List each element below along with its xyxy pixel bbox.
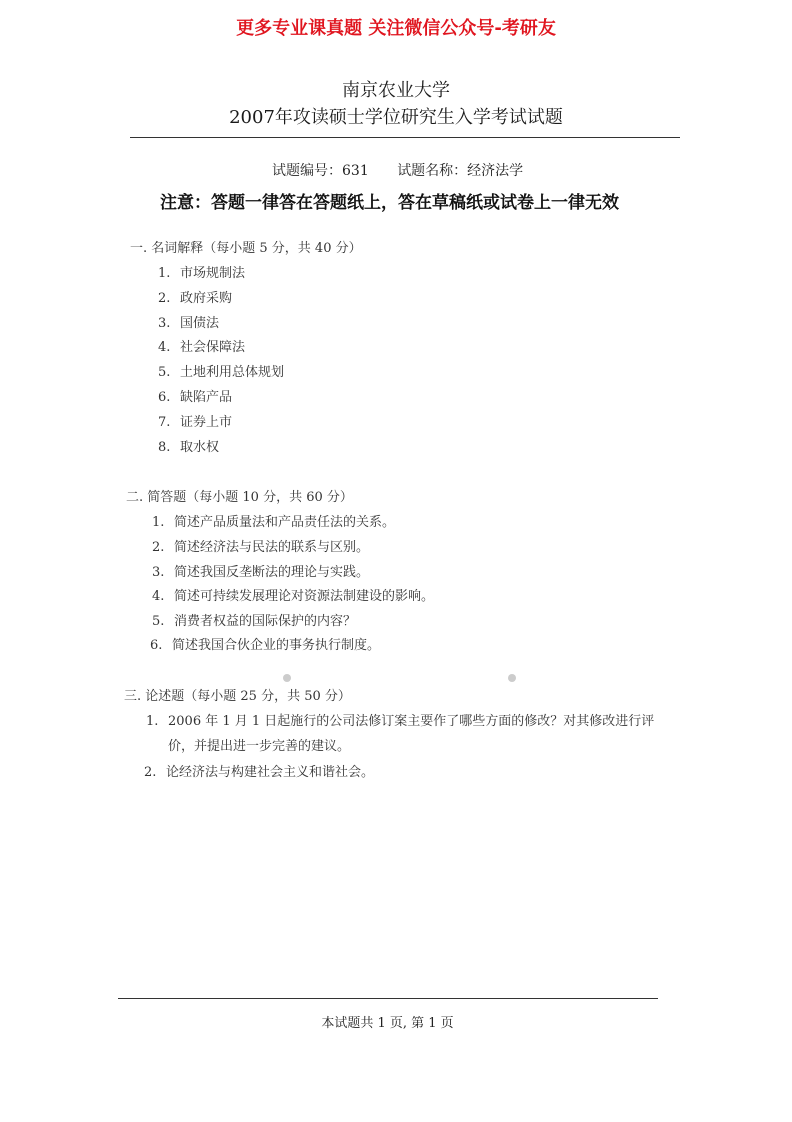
- list-item: 4. 社会保障法: [158, 340, 246, 355]
- list-item: 4. 简述可持续发展理论对资源法制建设的影响。: [152, 589, 435, 604]
- exam-title: 2007年攻读硕士学位研究生入学考试试题: [229, 107, 563, 128]
- list-item: 1. 2006 年 1 月 1 日起施行的公司法修订案主要作了哪些方面的修改？对其修改进行评: [146, 714, 655, 729]
- list-item: 5. 土地利用总体规划: [158, 365, 285, 380]
- list-item: 2. 论经济法与构建社会主义和谐社会。: [144, 765, 375, 780]
- footer-divider: [118, 998, 658, 999]
- list-item: 3. 简述我国反垄断法的理论与实践。: [152, 565, 370, 580]
- header-divider: [130, 137, 680, 138]
- list-item: 1. 市场规制法: [158, 266, 246, 281]
- section-heading: 三. 论述题（每小题 25 分，共 50 分）: [124, 689, 351, 704]
- promo-banner: 更多专业课真题 关注微信公众号-考研友: [236, 18, 556, 39]
- list-item: 8. 取水权: [158, 440, 220, 455]
- section-heading: 二. 简答题（每小题 10 分，共 60 分）: [126, 490, 353, 505]
- scan-mark: [283, 674, 291, 682]
- scan-mark: [508, 674, 516, 682]
- exam-code: 试题编号：631: [272, 163, 369, 179]
- exam-subject: 试题名称：经济法学: [397, 163, 524, 179]
- list-item: 7. 证券上市: [158, 415, 233, 430]
- section-heading: 一. 名词解释（每小题 5 分，共 40 分）: [130, 241, 362, 256]
- list-item: 1. 简述产品质量法和产品责任法的关系。: [152, 515, 396, 530]
- exam-meta: [272, 160, 547, 180]
- list-item-continuation: 价，并提出进一步完善的建议。: [168, 739, 351, 754]
- university-name: 南京农业大学: [342, 80, 450, 101]
- list-item: 2. 简述经济法与民法的联系与区别。: [152, 540, 370, 555]
- list-item: 6. 简述我国合伙企业的事务执行制度。: [150, 638, 381, 653]
- list-item: 2. 政府采购: [158, 291, 233, 306]
- list-item: 3. 国债法: [158, 316, 220, 331]
- list-item: 5. 消费者权益的国际保护的内容？: [152, 614, 357, 629]
- notice: 注意：答题一律答在答题纸上，答在草稿纸或试卷上一律无效: [160, 193, 619, 213]
- list-item: 6. 缺陷产品: [158, 390, 233, 405]
- page-footer: 本试题共 1 页, 第 1 页: [321, 1016, 454, 1031]
